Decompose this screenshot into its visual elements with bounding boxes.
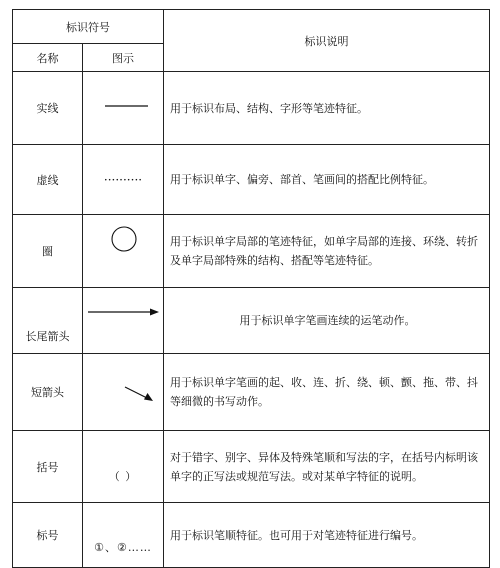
- solid-line-icon: [83, 72, 164, 145]
- name-header: 名称: [13, 44, 83, 72]
- description-header: 标识说明: [164, 10, 490, 72]
- dotted-line-icon: ··········: [83, 145, 164, 215]
- short-arrow-icon: [83, 354, 164, 431]
- symbol-description: 用于标识布局、结构、字形等笔迹特征。: [164, 72, 490, 145]
- symbol-name: 括号: [13, 431, 83, 503]
- symbol-name: 实线: [13, 72, 83, 145]
- symbol-legend-table: [12, 9, 490, 568]
- figure-header: 图示: [83, 44, 164, 72]
- table-row: [13, 145, 490, 215]
- table-row: [13, 503, 490, 568]
- symbol-description: 用于标识单字局部的笔迹特征，如单字局部的连接、环绕、转折及单字局部特殊的结构、搭配等笔迹特征。: [164, 215, 490, 288]
- symbol-name: 短箭头: [13, 354, 83, 431]
- symbol-name: 长尾箭头: [13, 288, 83, 354]
- table-row: [13, 431, 490, 503]
- symbol-name: 圈: [13, 215, 83, 288]
- table-row: [13, 72, 490, 145]
- parentheses-icon: （ ）: [83, 431, 164, 503]
- table-row: [13, 354, 490, 431]
- symbol-name: 虚线: [13, 145, 83, 215]
- symbol-description: 用于标识单字笔画连续的运笔动作。: [164, 288, 490, 354]
- symbol-description: 用于标识笔顺特征。也可用于对笔迹特征进行编号。: [164, 503, 490, 568]
- header-row-top: [13, 10, 490, 44]
- symbol-group-header: 标识符号: [13, 10, 164, 44]
- number-marks-icon: ①、②……: [83, 503, 164, 568]
- table-row: [13, 288, 490, 354]
- long-arrow-icon: [83, 288, 164, 354]
- table-row: [13, 215, 490, 288]
- circle-icon: [83, 215, 164, 288]
- symbol-description: 用于标识单字、偏旁、部首、笔画间的搭配比例特征。: [164, 145, 490, 215]
- symbol-description: 对于错字、别字、异体及特殊笔顺和写法的字，在括号内标明该单字的正写法或规范写法。或对某单字特征的说明。: [164, 431, 490, 503]
- symbol-name: 标号: [13, 503, 83, 568]
- symbol-description: 用于标识单字笔画的起、收、连、折、绕、顿、颤、拖、带、抖等细微的书写动作。: [164, 354, 490, 431]
